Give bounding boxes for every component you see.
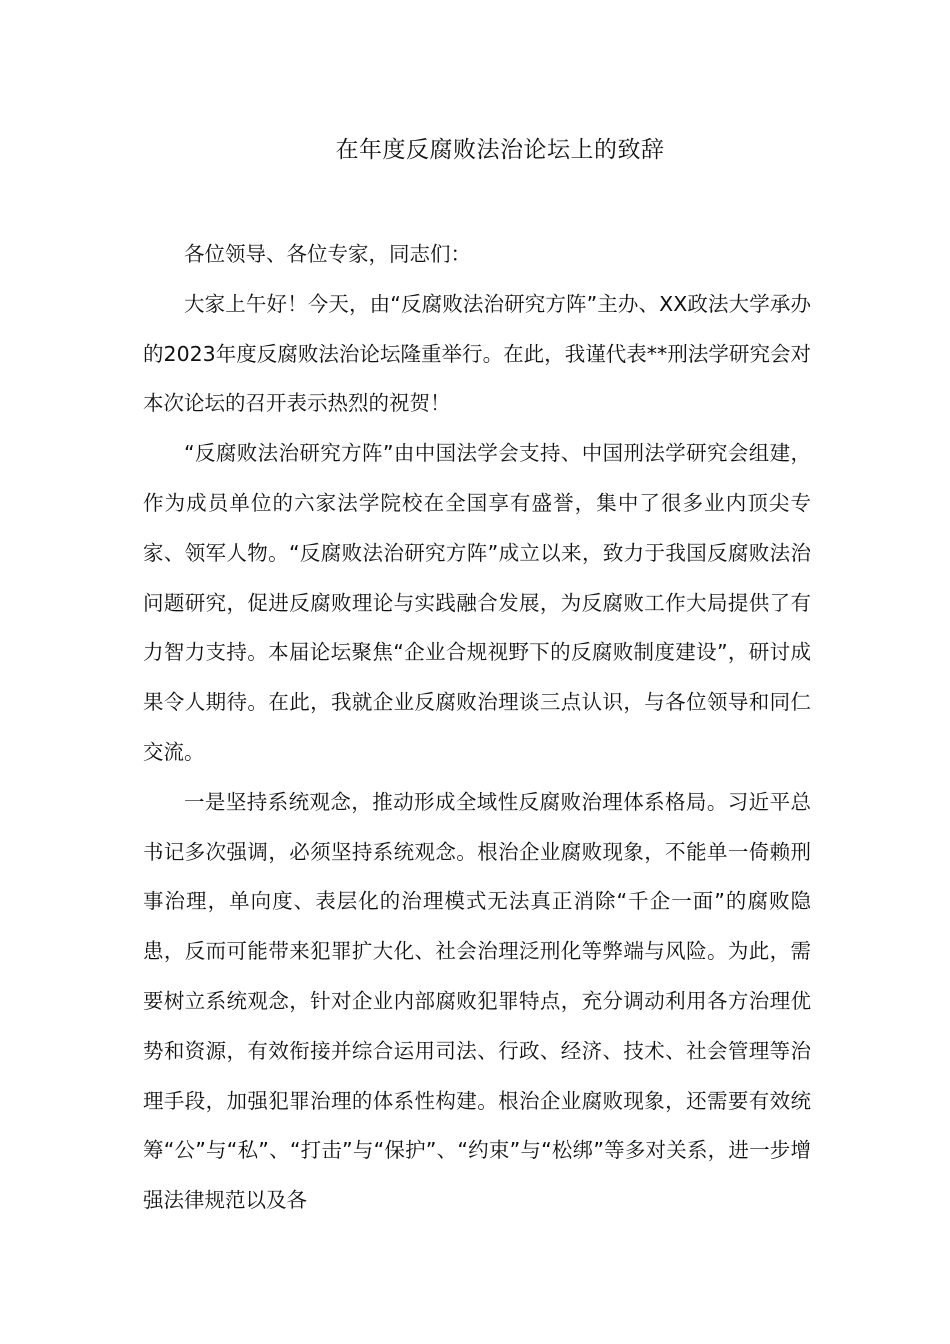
body-paragraph: 一是坚持系统观念，推动形成全域性反腐败治理体系格局。习近平总书记多次强调，必须坚持系统观念。根治企业腐败现象，不能单一倚赖刑事治理，单向度、表层化的治理模式无法真正消除“千企一面”的腐败隐患，反而可能带来犯罪扩大化、社会治理泛刑化等弊端与风险。为此，需要树立系统观念，针对企业内部腐败犯罪特点，充分调动利用各方治理优势和资源，有效衔接并综合运用司法、行政、经济、技术、社会管理等治理手段，加强犯罪治理的体系性构建。根治企业腐败现象，还需要有效统筹“公”与“私”、“打击”与“保护”、“约束”与“松绑”等多对关系，进一步增强法律规范以及各 — [143, 789, 811, 1213]
document-title: 在年度反腐败法治论坛上的致辞 — [335, 137, 665, 163]
salutation-paragraph: 各位领导、各位专家，同志们： — [184, 242, 471, 266]
body-paragraph: “反腐败法治研究方阵”由中国法学会支持、中国刑法学研究会组建，作为成员单位的六家法学院校在全国享有盛誉，集中了很多业内顶尖专家、领军人物。“反腐败法治研究方阵”成立以来，致力于我国反腐败法治问题研究，促进反腐败理论与实践融合发展，为反腐败工作大局提供了有力智力支持。本届论坛聚焦“企业合规视野下的反腐败制度建设”，研讨成果令人期待。在此，我就企业反腐败治理谈三点认识，与各位领导和同仁交流。 — [143, 441, 811, 764]
body-paragraph: 大家上午好！今天，由“反腐败法治研究方阵”主办、XX政法大学承办的2023年度反腐败法治论坛隆重举行。在此，我谨代表**刑法学研究会对本次论坛的召开表示热烈的祝贺！ — [143, 291, 811, 416]
document-body — [143, 230, 811, 1226]
